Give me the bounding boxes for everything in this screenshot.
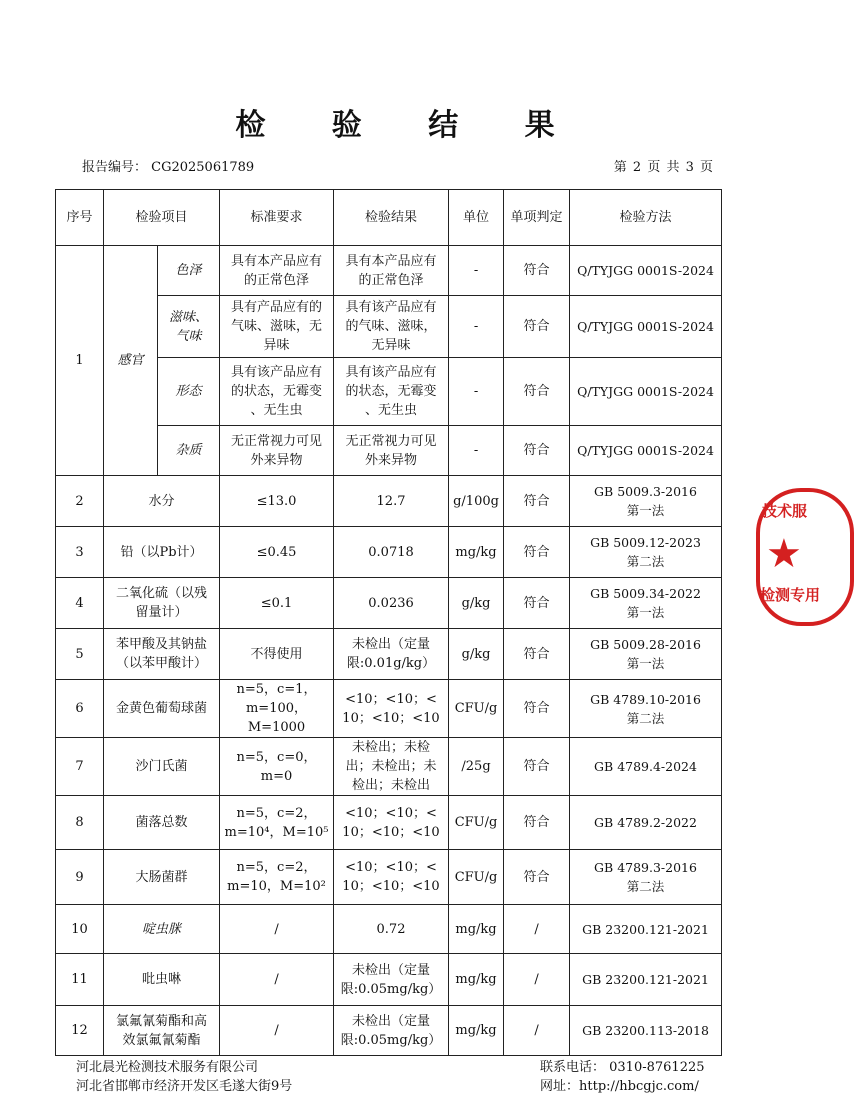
test-item xyxy=(104,738,220,796)
test-item-line: 铅（以Pb计） xyxy=(120,544,203,560)
standard-requirement xyxy=(220,578,334,629)
test-result xyxy=(334,426,449,476)
judgement: 符合 xyxy=(504,358,570,426)
unit: mg/kg xyxy=(449,527,504,578)
test-result xyxy=(334,527,449,578)
test-item xyxy=(104,527,220,578)
test-result-line: 出；未检出；未 xyxy=(345,759,437,774)
standard-requirement-line: m=10，M=10² xyxy=(227,879,326,894)
test-result-line: 12.7 xyxy=(376,493,406,509)
standard-requirement xyxy=(220,296,334,358)
table-row xyxy=(56,680,722,738)
unit: g/kg xyxy=(449,629,504,680)
table-row xyxy=(56,850,722,905)
standard-requirement-line: m=10⁴，M=10⁵ xyxy=(224,824,329,840)
test-item xyxy=(104,905,220,954)
unit: - xyxy=(449,246,504,296)
test-method-line: 第一法 xyxy=(626,503,665,518)
unit: g/kg xyxy=(449,578,504,629)
judgement: / xyxy=(504,1006,570,1056)
row-number: 8 xyxy=(56,796,104,850)
standard-requirement-line: 的正常色泽 xyxy=(244,272,310,288)
unit: - xyxy=(449,358,504,426)
unit: g/100g xyxy=(449,476,504,527)
header-method: 检验方法 xyxy=(570,190,722,246)
unit: - xyxy=(449,296,504,358)
test-result-line: 的气味、滋味， xyxy=(345,319,437,334)
test-method-line: GB 5009.28-2016 xyxy=(590,637,701,652)
standard-requirement-line: / xyxy=(274,1023,279,1038)
test-method-line: GB 5009.34-2022 xyxy=(590,586,701,601)
unit: CFU/g xyxy=(449,796,504,850)
test-result-line: 检出；未检出 xyxy=(352,778,431,793)
test-method-line: GB 23200.121-2021 xyxy=(582,921,709,937)
standard-requirement-line: / xyxy=(274,921,279,937)
standard-requirement-line: / xyxy=(274,972,279,987)
test-result-line: 的正常色泽 xyxy=(358,272,424,288)
page-info: 第 2 页 共 3 页 xyxy=(613,160,714,175)
test-method-line: 第一法 xyxy=(626,605,665,620)
test-result-line: 0.0236 xyxy=(368,595,414,611)
footer-website: 网址：http://hbcgjc.com/ xyxy=(540,1079,699,1094)
test-item xyxy=(104,680,220,738)
document-title: 检 验 结 果 xyxy=(235,108,583,143)
test-result-line: 无正常视力可见 xyxy=(345,433,437,449)
row-number: 5 xyxy=(56,629,104,680)
test-method-line: GB 23200.121-2021 xyxy=(582,972,709,987)
test-method-line: GB 23200.113-2018 xyxy=(582,1023,709,1038)
standard-requirement xyxy=(220,796,334,850)
test-result-line: 无异味 xyxy=(371,338,411,353)
test-result-line: 具有该产品应有 xyxy=(345,365,437,380)
test-item-line: （以苯甲酸计） xyxy=(116,656,208,671)
test-item-line: 效氯氟氰菊酯 xyxy=(122,1032,201,1048)
test-item-line: 二氧化硫（以残 xyxy=(116,586,208,601)
standard-requirement xyxy=(220,1006,334,1056)
test-result xyxy=(334,296,449,358)
test-result-line: 10；<10；<10 xyxy=(342,710,440,726)
test-result-line: 外来异物 xyxy=(365,452,418,468)
row-number: 7 xyxy=(56,738,104,796)
table-row xyxy=(56,954,722,1006)
unit: CFU/g xyxy=(449,850,504,905)
standard-requirement-line: m=100，M=1000 xyxy=(245,701,308,735)
test-result xyxy=(334,1006,449,1056)
judgement: 符合 xyxy=(504,738,570,796)
test-item-line: 啶虫脒 xyxy=(142,921,182,937)
test-method xyxy=(570,578,722,629)
standard-requirement xyxy=(220,426,334,476)
sensory-subitem-line: 滋味、 xyxy=(169,309,209,325)
test-method-line: 第二法 xyxy=(626,879,665,894)
test-item-line: 菌落总数 xyxy=(135,815,188,830)
test-result xyxy=(334,850,449,905)
test-method-line: GB 4789.4-2024 xyxy=(594,759,697,774)
test-method: Q/TYJGG 0001S-2024 xyxy=(570,358,722,426)
table-row xyxy=(56,1006,722,1056)
test-item xyxy=(104,954,220,1006)
standard-requirement xyxy=(220,476,334,527)
header-item: 检验项目 xyxy=(104,190,220,246)
row-number: 11 xyxy=(56,954,104,1006)
test-item-line: 留量计） xyxy=(135,605,188,620)
test-result-line: <10；<10；< xyxy=(345,691,437,707)
standard-requirement xyxy=(220,905,334,954)
row-number: 10 xyxy=(56,905,104,954)
test-method-line: 第二法 xyxy=(626,710,665,726)
test-result xyxy=(334,738,449,796)
test-result-line: 的状态，无霉变 xyxy=(345,384,437,399)
test-method xyxy=(570,1006,722,1056)
test-result xyxy=(334,796,449,850)
test-result xyxy=(334,578,449,629)
test-item xyxy=(104,476,220,527)
stamp-top-text: 技术服 xyxy=(762,502,808,520)
test-item-line: 氯氟氰菊酯和高 xyxy=(116,1013,208,1029)
judgement: / xyxy=(504,954,570,1006)
test-item xyxy=(104,796,220,850)
standard-requirement xyxy=(220,629,334,680)
test-result-line: 限:0.05mg/kg） xyxy=(340,1032,442,1048)
test-method xyxy=(570,738,722,796)
footer-phone: 联系电话： 0310-8761225 xyxy=(540,1060,705,1075)
standard-requirement-line: n=5，c=1， xyxy=(236,682,317,697)
test-result-line: 未检出（定量 xyxy=(352,637,431,652)
judgement: 符合 xyxy=(504,527,570,578)
test-item-line: 沙门氏菌 xyxy=(135,759,188,774)
judgement: 符合 xyxy=(504,296,570,358)
table-row xyxy=(56,905,722,954)
report-number: 报告编号： CG2025061789 xyxy=(82,160,255,175)
standard-requirement-line: 气味、滋味，无 xyxy=(231,319,323,334)
test-result-line: 未检出（定量 xyxy=(352,962,431,978)
table-row xyxy=(56,796,722,850)
test-result-line: 限:0.01g/kg） xyxy=(346,656,436,671)
table-row xyxy=(56,476,722,527)
test-result-line: 未检出（定量 xyxy=(352,1013,431,1029)
footer-company: 河北晨光检测技术服务有限公司 xyxy=(76,1060,259,1075)
test-result xyxy=(334,358,449,426)
unit: mg/kg xyxy=(449,905,504,954)
standard-requirement-line: 不得使用 xyxy=(250,646,303,662)
test-method: Q/TYJGG 0001S-2024 xyxy=(570,296,722,358)
test-result-line: <10；<10；< xyxy=(345,805,437,821)
unit: mg/kg xyxy=(449,954,504,1006)
test-result xyxy=(334,680,449,738)
judgement: 符合 xyxy=(504,578,570,629)
standard-requirement xyxy=(220,246,334,296)
sensory-category: 感官 xyxy=(104,246,158,476)
test-method-line: GB 5009.3-2016 xyxy=(594,484,697,499)
standard-requirement xyxy=(220,954,334,1006)
test-result-line: 10；<10；<10 xyxy=(342,824,440,840)
standard-requirement-line: 无正常视力可见 xyxy=(231,433,323,449)
row-number: 4 xyxy=(56,578,104,629)
standard-requirement-line: 具有该产品应有 xyxy=(231,365,323,380)
standard-requirement xyxy=(220,850,334,905)
test-method xyxy=(570,680,722,738)
standard-requirement xyxy=(220,738,334,796)
sensory-subitem: 色泽 xyxy=(158,246,220,296)
standard-requirement-line: ≤0.1 xyxy=(260,595,293,611)
judgement: / xyxy=(504,905,570,954)
test-method: Q/TYJGG 0001S-2024 xyxy=(570,246,722,296)
table-row xyxy=(56,629,722,680)
test-item-line: 苯甲酸及其钠盐 xyxy=(116,637,208,652)
sensory-subitem: 形态 xyxy=(158,358,220,426)
unit: CFU/g xyxy=(449,680,504,738)
standard-requirement-line: n=5，c=2， xyxy=(236,805,317,821)
standard-requirement xyxy=(220,680,334,738)
row-number: 3 xyxy=(56,527,104,578)
test-result xyxy=(334,629,449,680)
test-method-line: 第二法 xyxy=(626,554,665,569)
sensory-subitem: 杂质 xyxy=(158,426,220,476)
table-row xyxy=(56,527,722,578)
test-method-line: GB 5009.12-2023 xyxy=(590,535,701,550)
test-method-line: GB 4789.10-2016 xyxy=(590,691,701,707)
row-number: 9 xyxy=(56,850,104,905)
judgement: 符合 xyxy=(504,850,570,905)
test-result xyxy=(334,476,449,527)
test-item xyxy=(104,629,220,680)
test-item xyxy=(104,1006,220,1056)
header-unit: 单位 xyxy=(449,190,504,246)
test-method xyxy=(570,954,722,1006)
test-result-line: 限:0.05mg/kg） xyxy=(340,981,442,997)
judgement: 符合 xyxy=(504,426,570,476)
test-result-line: 具有本产品应有 xyxy=(345,253,437,269)
standard-requirement-line: 具有本产品应有 xyxy=(231,253,323,269)
judgement: 符合 xyxy=(504,629,570,680)
test-item-line: 大肠菌群 xyxy=(135,869,188,885)
test-method-line: 第一法 xyxy=(626,656,665,671)
test-result-line: 、无生虫 xyxy=(365,403,418,418)
row-number: 6 xyxy=(56,680,104,738)
standard-requirement xyxy=(220,358,334,426)
test-result-line: 0.0718 xyxy=(368,544,414,560)
test-item xyxy=(104,578,220,629)
judgement: 符合 xyxy=(504,476,570,527)
test-item-line: 水分 xyxy=(148,493,175,509)
row-number: 1 xyxy=(56,246,104,476)
standard-requirement-line: n=5，c=0，m=0 xyxy=(236,749,317,784)
test-result-line: 未检出；未检 xyxy=(352,740,431,755)
table-row xyxy=(56,246,722,296)
judgement: 符合 xyxy=(504,796,570,850)
row-number: 2 xyxy=(56,476,104,527)
standard-requirement-line: 具有产品应有的 xyxy=(231,300,323,315)
row-number: 12 xyxy=(56,1006,104,1056)
header-judgement: 单项判定 xyxy=(504,190,570,246)
header-standard: 标准要求 xyxy=(220,190,334,246)
test-result-line: 10；<10；<10 xyxy=(342,879,440,894)
test-item-line: 吡虫啉 xyxy=(142,972,182,987)
test-result xyxy=(334,905,449,954)
test-method xyxy=(570,850,722,905)
header-no: 序号 xyxy=(56,190,104,246)
standard-requirement-line: 、无生虫 xyxy=(250,403,303,418)
standard-requirement-line: 异味 xyxy=(263,338,290,353)
inspection-stamp xyxy=(756,488,854,626)
test-method-line: GB 4789.3-2016 xyxy=(594,860,697,875)
standard-requirement-line: n=5，c=2， xyxy=(236,860,317,875)
test-result-line: <10；<10；< xyxy=(345,860,437,875)
judgement: 符合 xyxy=(504,246,570,296)
test-method xyxy=(570,527,722,578)
footer-address: 河北省邯郸市经济开发区毛遂大街9号 xyxy=(76,1079,293,1094)
test-result xyxy=(334,246,449,296)
test-method xyxy=(570,629,722,680)
standard-requirement-line: 外来异物 xyxy=(250,452,303,468)
table-row xyxy=(56,738,722,796)
test-method xyxy=(570,796,722,850)
test-method xyxy=(570,476,722,527)
test-method xyxy=(570,905,722,954)
table-header-row xyxy=(56,190,722,246)
standard-requirement-line: 的状态，无霉变 xyxy=(231,384,323,399)
results-table xyxy=(55,189,722,1056)
unit: mg/kg xyxy=(449,1006,504,1056)
header-result: 检验结果 xyxy=(334,190,449,246)
unit: /25g xyxy=(449,738,504,796)
sensory-subitem xyxy=(158,296,220,358)
test-item-line: 金黄色葡萄球菌 xyxy=(116,701,208,716)
sensory-subitem-line: 气味 xyxy=(175,328,202,344)
test-item xyxy=(104,850,220,905)
test-method: Q/TYJGG 0001S-2024 xyxy=(570,426,722,476)
standard-requirement-line: ≤13.0 xyxy=(256,493,297,509)
standard-requirement xyxy=(220,527,334,578)
test-result-line: 0.72 xyxy=(376,921,406,937)
test-method-line: GB 4789.2-2022 xyxy=(594,815,697,830)
test-result-line: 具有该产品应有 xyxy=(345,300,437,315)
unit: - xyxy=(449,426,504,476)
table-row xyxy=(56,578,722,629)
stamp-star-icon: ★ xyxy=(766,531,802,577)
judgement: 符合 xyxy=(504,680,570,738)
test-result xyxy=(334,954,449,1006)
standard-requirement-line: ≤0.45 xyxy=(256,544,297,560)
stamp-bottom-text: 检测专用 xyxy=(760,586,821,604)
